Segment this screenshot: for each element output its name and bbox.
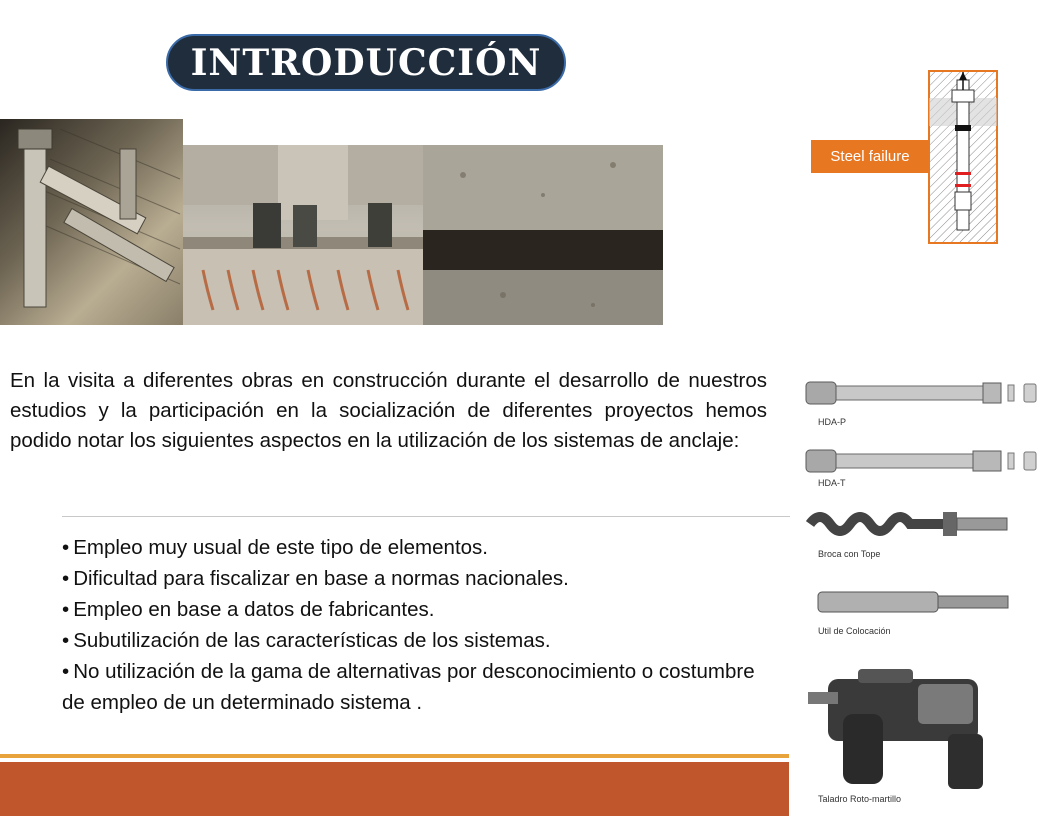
broca-label: Broca con Tope (818, 549, 881, 559)
hda-p-anchor-icon (806, 382, 1036, 404)
list-item: • Empleo en base a datos de fabricantes. (62, 594, 777, 625)
divider (62, 516, 790, 517)
util-label: Util de Colocación (818, 626, 891, 636)
footer-bar (0, 762, 789, 816)
title-banner (166, 34, 566, 91)
steel-failure-label: Steel failure (811, 140, 929, 173)
hda-p-label: HDA-P (818, 417, 847, 427)
list-item: • Subutilización de las características de los sistemas. (62, 625, 777, 656)
taladro-label: Taladro Roto-martillo (818, 794, 902, 804)
concrete-joint-photo (423, 145, 663, 325)
intro-paragraph: En la visita a diferentes obras en construcción durante el desarrollo de nuestros estudios y la participación en la socialización de diferentes proyectos hemos podido notar los siguientes aspectos en la utilización de los sistemas de anclaje: (10, 369, 767, 452)
anchor-failure-diagram (928, 70, 998, 244)
list-item: • No utilización de la gama de alternativas por desconocimiento o costumbre de empleo de un determinado sistema . (62, 656, 777, 718)
bullet-list (62, 532, 777, 718)
hda-t-label: HDA-T (818, 478, 846, 488)
anchor-bolts-photo (0, 119, 183, 325)
anchor-tools-figure (798, 374, 1050, 816)
drill-bit-icon (810, 512, 1007, 536)
footer-accent-line (0, 754, 789, 758)
setting-tool-icon (818, 592, 1008, 612)
page-title: INTRODUCCIÓN (190, 41, 542, 84)
hammer-drill-icon (808, 669, 983, 789)
list-item: • Empleo muy usual de este tipo de elementos. (62, 532, 777, 563)
list-item: • Dificultad para fiscalizar en base a normas nacionales. (62, 563, 777, 594)
concrete-anchorage-photo (183, 145, 423, 325)
hda-t-anchor-icon (806, 450, 1036, 472)
